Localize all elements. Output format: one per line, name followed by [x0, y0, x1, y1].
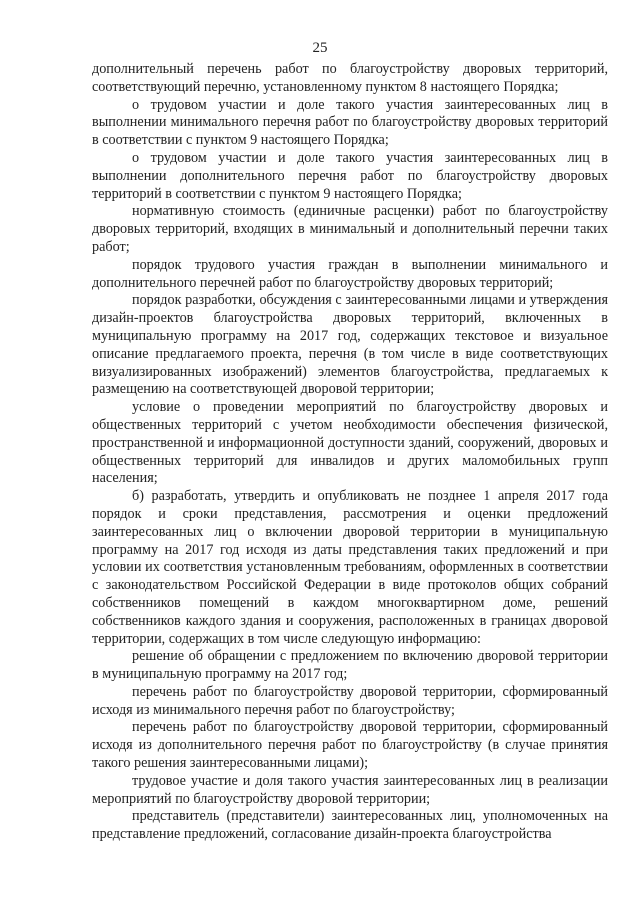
paragraph: перечень работ по благоустройству дворовой территории, сформированный исходя из дополнительного перечня работ по благоустройству (в случае принятия такого решения заинтересованными лицами); — [92, 719, 608, 772]
paragraph: условие о проведении мероприятий по благоустройству дворовых и общественных территорий с учетом необходимости обеспечения физической, пространственной и информационной доступности зданий, сооружений, дворовых и общественных территорий для инвалидов и других маломобильных групп населения; — [92, 399, 608, 487]
page-number: 25 — [312, 40, 328, 56]
paragraph: перечень работ по благоустройству дворовой территории, сформированный исходя из минимального перечня работ по благоустройству; — [92, 683, 608, 718]
body-text — [92, 61, 608, 844]
paragraph: порядок трудового участия граждан в выполнении минимального и дополнительного перечней работ по благоустройству дворовых территорий; — [92, 256, 608, 291]
paragraph: о трудовом участии и доле такого участия заинтересованных лиц в выполнении минимального перечня работ по благоустройству дворовых территорий в соответствии с пунктом 9 настоящего Порядка; — [92, 96, 608, 149]
paragraph: б) разработать, утвердить и опубликовать не позднее 1 апреля 2017 года порядок и сроки представления, рассмотрения и оценки предложений заинтересованных лиц о включении дворовой территории в муниципальную программу на 2017 год исходя из даты представления таких предложений и при условии их соответствия установленным требованиям, оформленных в соответствии с законодательством Российской Федерации в виде протоколов общих собраний собственников помещений в каждом многоквартирном доме, решений собственников каждого здания и сооружения, расположенных в границах дворовой территории, содержащих в том числе следующую информацию: — [92, 488, 608, 647]
paragraph: представитель (представители) заинтересованных лиц, уполномоченных на представление предложений, согласование дизайн-проекта благоустройства — [92, 808, 608, 843]
paragraph: порядок разработки, обсуждения с заинтересованными лицами и утверждения дизайн-проектов благоустройства дворовых территорий, включенных в муниципальную программу на 2017 год, содержащих текстовое и визуальное описание предлагаемого проекта, перечня (в том числе в виде соответствующих визуализированных изображений) элементов благоустройства, предлагаемых к размещению на соответствующей дворовой территории; — [92, 292, 608, 398]
paragraph: дополнительный перечень работ по благоустройству дворовых территорий, соответствующий перечню, установленному пунктом 8 настоящего Порядка; — [92, 61, 608, 95]
paragraph: нормативную стоимость (единичные расценки) работ по благоустройству дворовых территорий, входящих в минимальный и дополнительный перечни таких работ; — [92, 203, 608, 255]
paragraph: трудовое участие и доля такого участия заинтересованных лиц в реализации мероприятий по благоустройству дворовой территории; — [92, 772, 608, 807]
paragraph: решение об обращении с предложением по включению дворовой территории в муниципальную программу на 2017 год; — [92, 648, 608, 683]
paragraph: о трудовом участии и доле такого участия заинтересованных лиц в выполнении дополнительного перечня работ по благоустройству дворовых территорий в соответствии с пунктом 9 настоящего Порядка; — [92, 149, 608, 202]
